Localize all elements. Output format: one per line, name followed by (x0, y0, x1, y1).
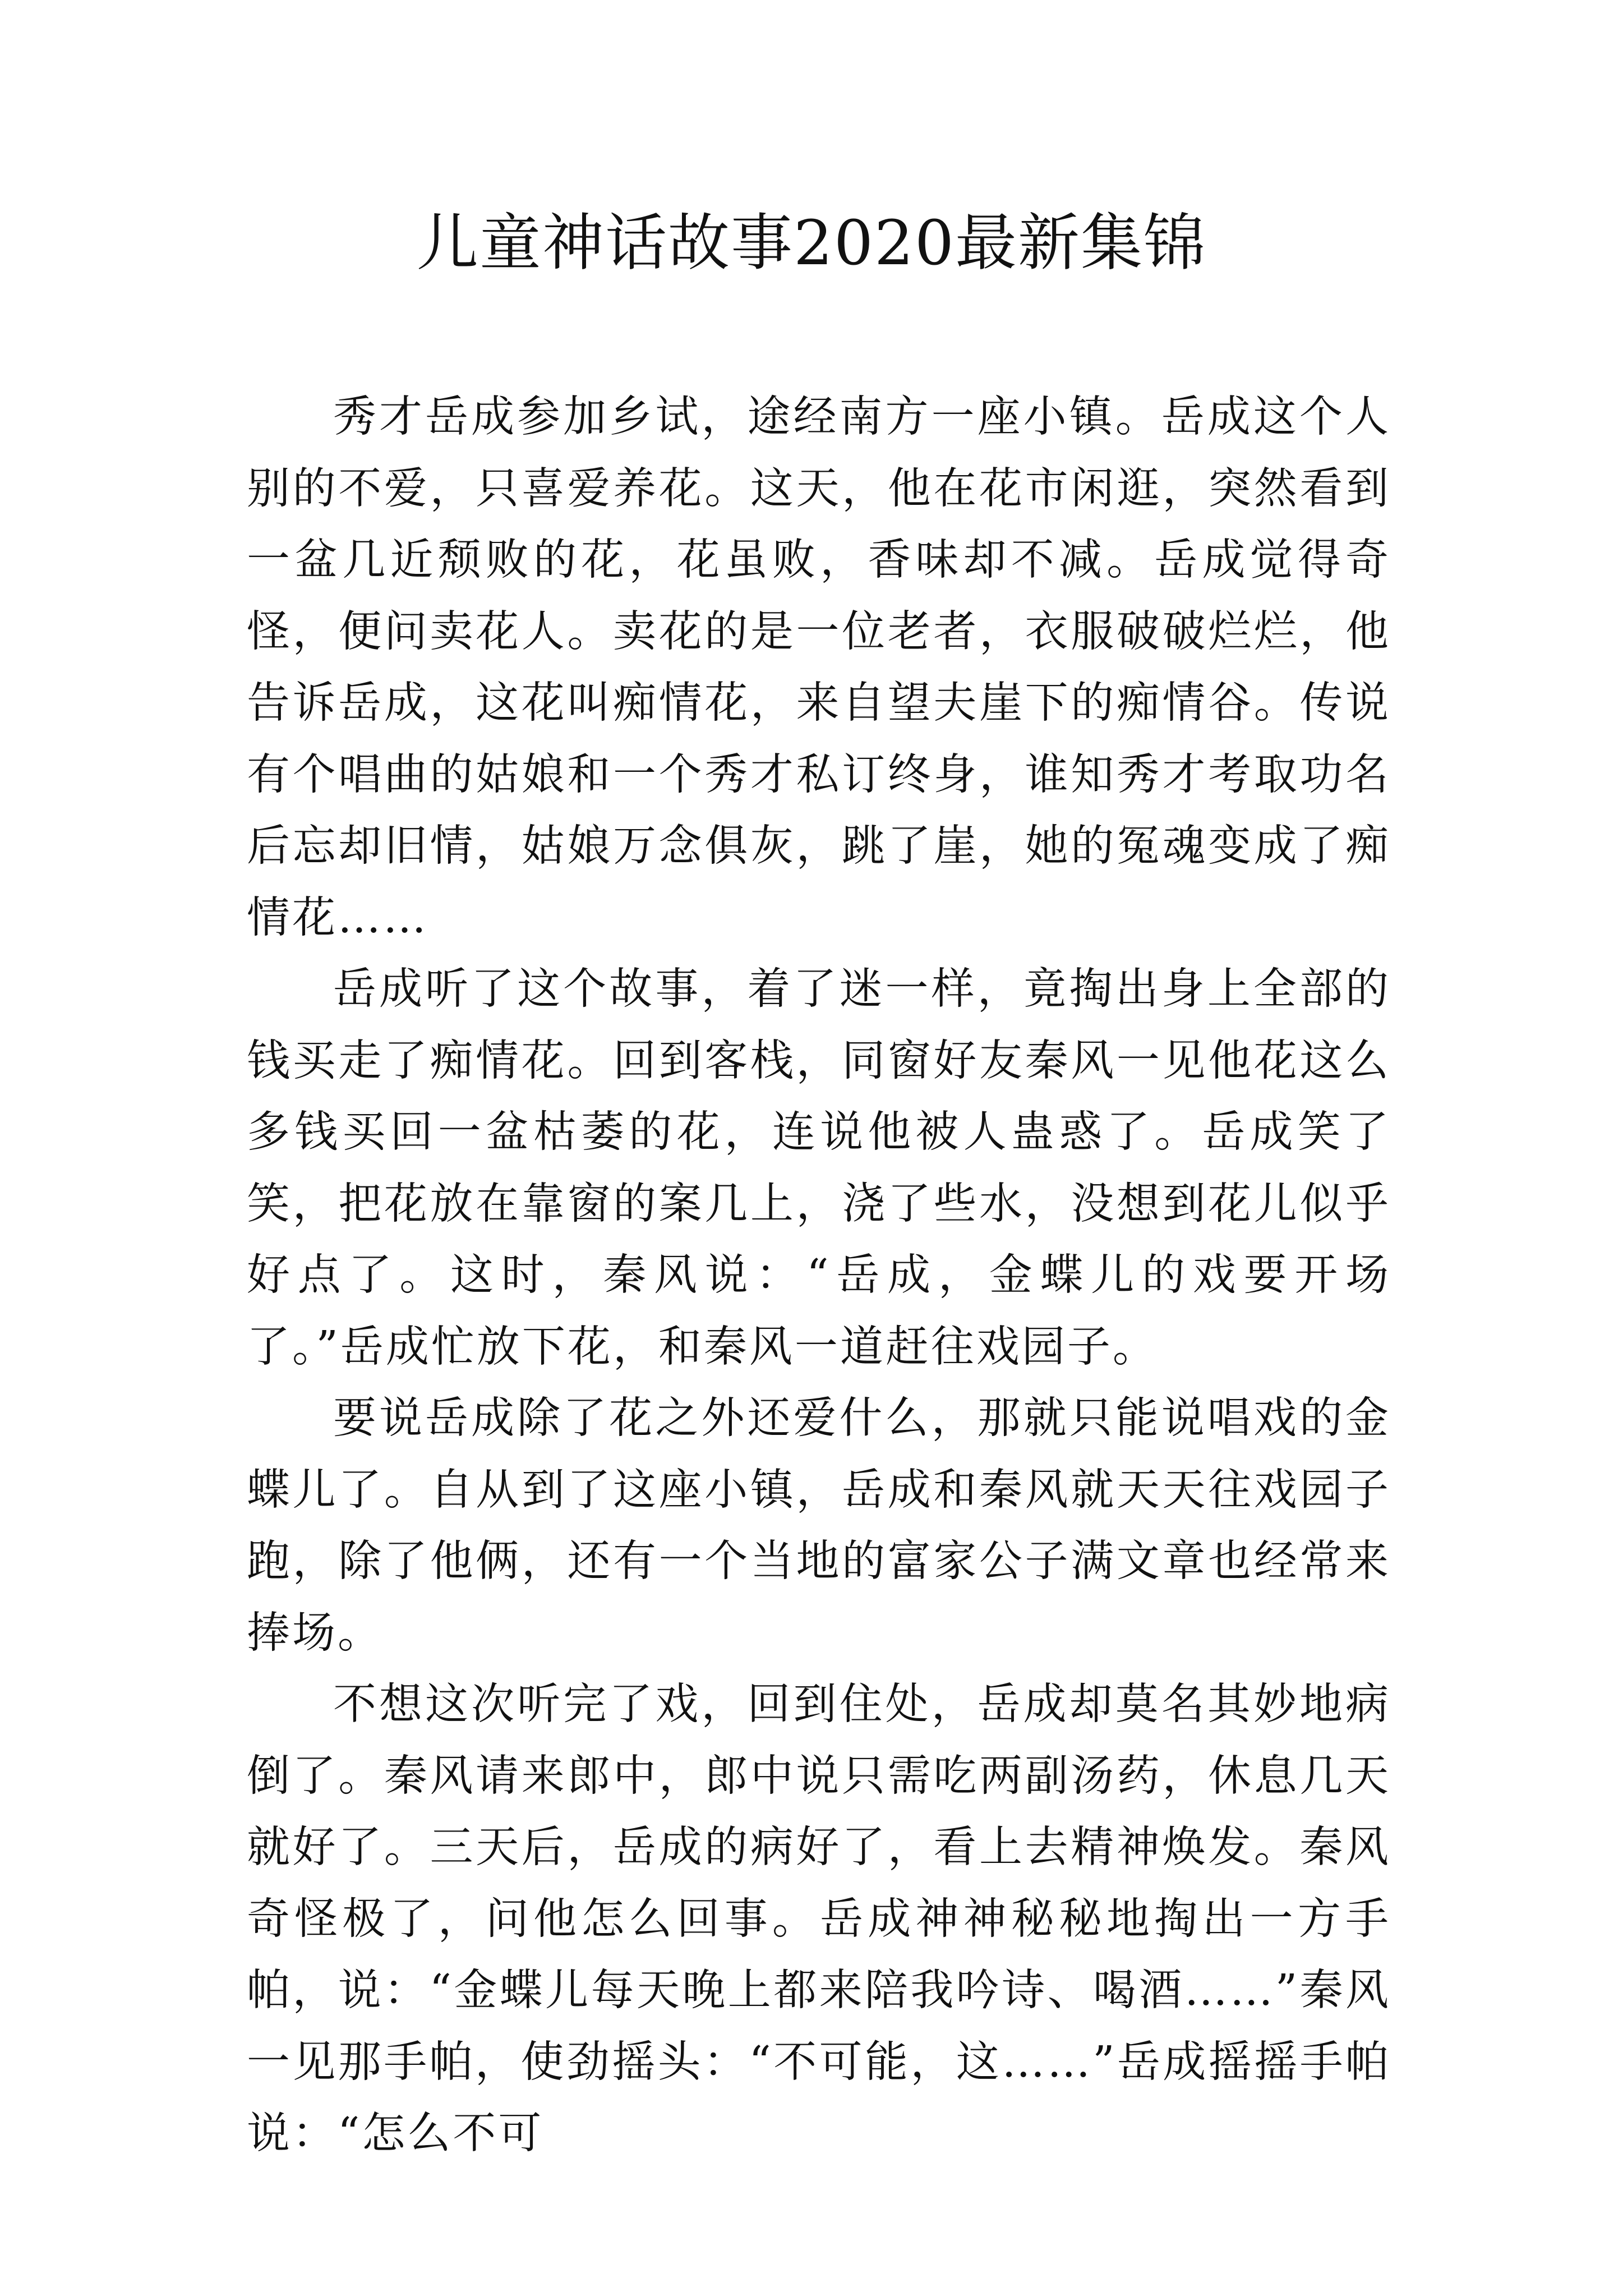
paragraph: 岳成听了这个故事，着了迷一样，竟掏出身上全部的钱买走了痴情花。回到客栈，同窗好友秦风一见他花这么多钱买回一盆枯萎的花，连说他被人蛊惑了。岳成笑了笑，把花放在靠窗的案几上，浇了些水，没想到花儿似乎好点了。这时，秦风说：“岳成，金蝶儿的戏要开场了。”岳成忙放下花，和秦风一道赶往戏园子。 (247, 964, 1391, 1372)
paragraph: 不想这次听完了戏，回到住处，岳成却莫名其妙地病倒了。秦风请来郎中，郎中说只需吃两副汤药，休息几天就好了。三天后，岳成的病好了，看上去精神焕发。秦风奇怪极了，问他怎么回事。岳成神神秘秘地掏出一方手帕，说：“金蝶儿每天晚上都来陪我吟诗、喝酒……”秦风一见那手帕，使劲摇头：“不可能，这……”岳成摇摇手帕说：“怎么不可 (247, 1680, 1391, 2159)
document-title: 儿童神话故事2020最新集锦 (417, 207, 1206, 279)
paragraph: 秀才岳成参加乡试，途经南方一座小镇。岳成这个人别的不爱，只喜爱养花。这天，他在花市闲逛，突然看到一盆几近颓败的花，花虽败，香味却不减。岳成觉得奇怪，便问卖花人。卖花的是一位老者，衣服破破烂烂，他告诉岳成，这花叫痴情花，来自望夫崖下的痴情谷。传说有个唱曲的姑娘和一个秀才私订终身，谁知秀才考取功名后忘却旧情，姑娘万念俱灰，跳了崖，她的冤魂变成了痴情花…… (247, 392, 1391, 943)
paragraph: 要说岳成除了花之外还爱什么，那就只能说唱戏的金蝶儿了。自从到了这座小镇，岳成和秦风就天天往戏园子跑，除了他俩，还有一个当地的富家公子满文章也经常来捧场。 (247, 1393, 1391, 1658)
document-body (247, 381, 1391, 2170)
